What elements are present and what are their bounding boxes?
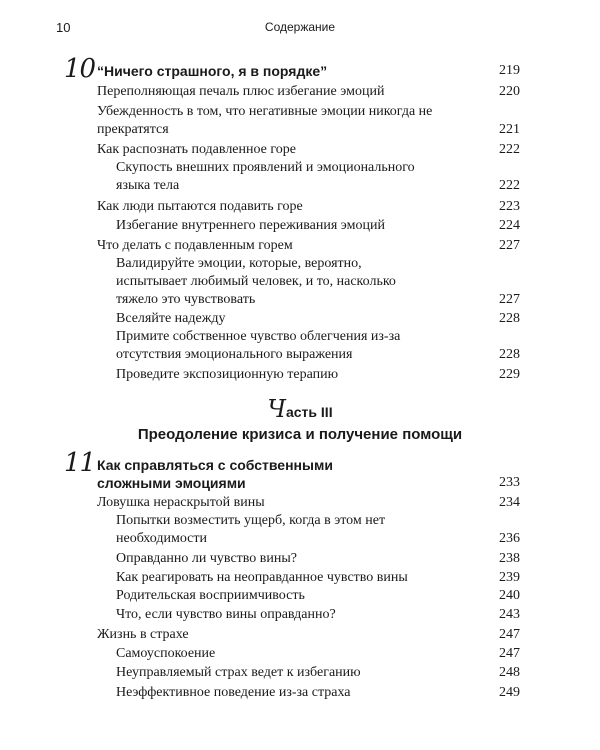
toc-item[interactable] [97,237,293,255]
toc-item-page: 228 [499,311,520,326]
toc-item[interactable] [97,494,265,512]
toc-item[interactable] [97,141,296,159]
toc-item-page: 243 [499,607,520,622]
toc-item[interactable] [116,550,297,568]
toc-item-text: Как люди пытаются подавить горе [97,199,303,214]
toc-item-page: 239 [499,570,520,585]
toc-item[interactable] [116,217,385,235]
toc-item-page: 229 [499,367,520,382]
toc-item-text: Убежденность в том, что негативные эмоции никогда не прекратятся [97,104,433,137]
toc-item-text: Как распознать подавленное горе [97,142,296,157]
running-title: Содержание [264,20,336,34]
toc-item[interactable] [116,587,305,605]
toc-item-page: 224 [499,218,520,233]
toc-item[interactable] [116,328,416,364]
chapter-10-page: 219 [499,63,520,78]
toc-item-page: 234 [499,495,520,510]
toc-item-page: 249 [499,685,520,700]
toc-item[interactable] [97,103,437,139]
toc-item-page: 227 [499,292,520,307]
toc-item[interactable] [116,159,416,195]
toc-item[interactable] [116,255,406,309]
toc-item-text: Родительская восприимчивость [116,588,305,603]
toc-item[interactable] [116,366,338,384]
toc-item-text: Скупость внешних проявлений и эмоционального языка тела [116,160,415,193]
toc-item-page: 228 [499,347,520,362]
toc-item[interactable] [116,684,351,702]
toc-item-page: 236 [499,531,520,546]
chapter-11-entry[interactable] [97,456,367,492]
chapter-11-title: Как справляться с собственными сложными эмоциями [97,457,333,491]
toc-item-page: 240 [499,588,520,603]
page-number: 10 [56,20,71,35]
toc-item-text: Избегание внутреннего переживания эмоций [116,218,386,233]
toc-item-page: 222 [499,142,520,157]
toc-item-text: Попытки возместить ущерб, когда в этом нет необходимости [116,513,386,546]
toc-item[interactable] [116,664,361,682]
toc-item-text: Переполняющая печаль плюс избегание эмоций [97,84,385,99]
toc-item[interactable] [97,626,189,644]
toc-item[interactable] [97,83,384,101]
toc-item-page: 223 [499,199,520,214]
toc-item-page: 238 [499,551,520,566]
toc-item-text: Что делать с подавленным горем [97,238,293,253]
toc-item-page: 227 [499,238,520,253]
toc-item-text: Самоуспокоение [116,646,216,661]
toc-item-text: Ловушка нераскрытой вины [97,495,265,510]
toc-item[interactable] [116,569,408,587]
toc-item-page: 247 [499,646,520,661]
toc-item[interactable] [116,606,336,624]
chapter-11-number: 11 [64,448,96,478]
toc-item[interactable] [116,512,396,548]
toc-item-page: 247 [499,627,520,642]
toc-item-text: Жизнь в страхе [97,627,189,642]
part-title: Преодоление кризиса и получение помощи [137,426,463,443]
toc-item[interactable] [97,198,303,216]
toc-item-page: 221 [499,122,520,137]
toc-item[interactable] [116,645,215,663]
toc-item-page: 248 [499,665,520,680]
part-label: асть III [285,404,333,420]
toc-item[interactable] [116,310,226,328]
chapter-11-page: 233 [499,475,520,490]
toc-item-text: Вселяйте надежду [116,311,226,326]
toc-item-text: Неуправляемый страх ведет к избеганию [116,665,361,680]
chapter-10-number: 10 [64,54,96,84]
toc-item-text: Оправданно ли чувство вины? [116,551,298,566]
toc-item-page: 220 [499,84,520,99]
chapter-10-entry[interactable] [97,62,327,80]
part-initial: Ч [267,395,286,423]
chapter-10-title: “Ничего страшного, я в порядке” [97,63,328,79]
toc-item-text: Что, если чувство вины оправданно? [116,607,336,622]
part-heading [0,395,600,423]
toc-item-text: Как реагировать на неоправданное чувство вины [116,570,408,585]
toc-item-text: Валидируйте эмоции, которые, вероятно, испытывает любимый человек, и то, насколько тяжело это чувствовать [116,256,396,307]
toc-item-page: 222 [499,178,520,193]
toc-item-text: Проведите экспозиционную терапию [116,367,339,382]
toc-item-text: Неэффективное поведение из-за страха [116,685,351,700]
toc-item-text: Примите собственное чувство облегчения из-за отсутствия эмоционального выражения [116,329,401,362]
